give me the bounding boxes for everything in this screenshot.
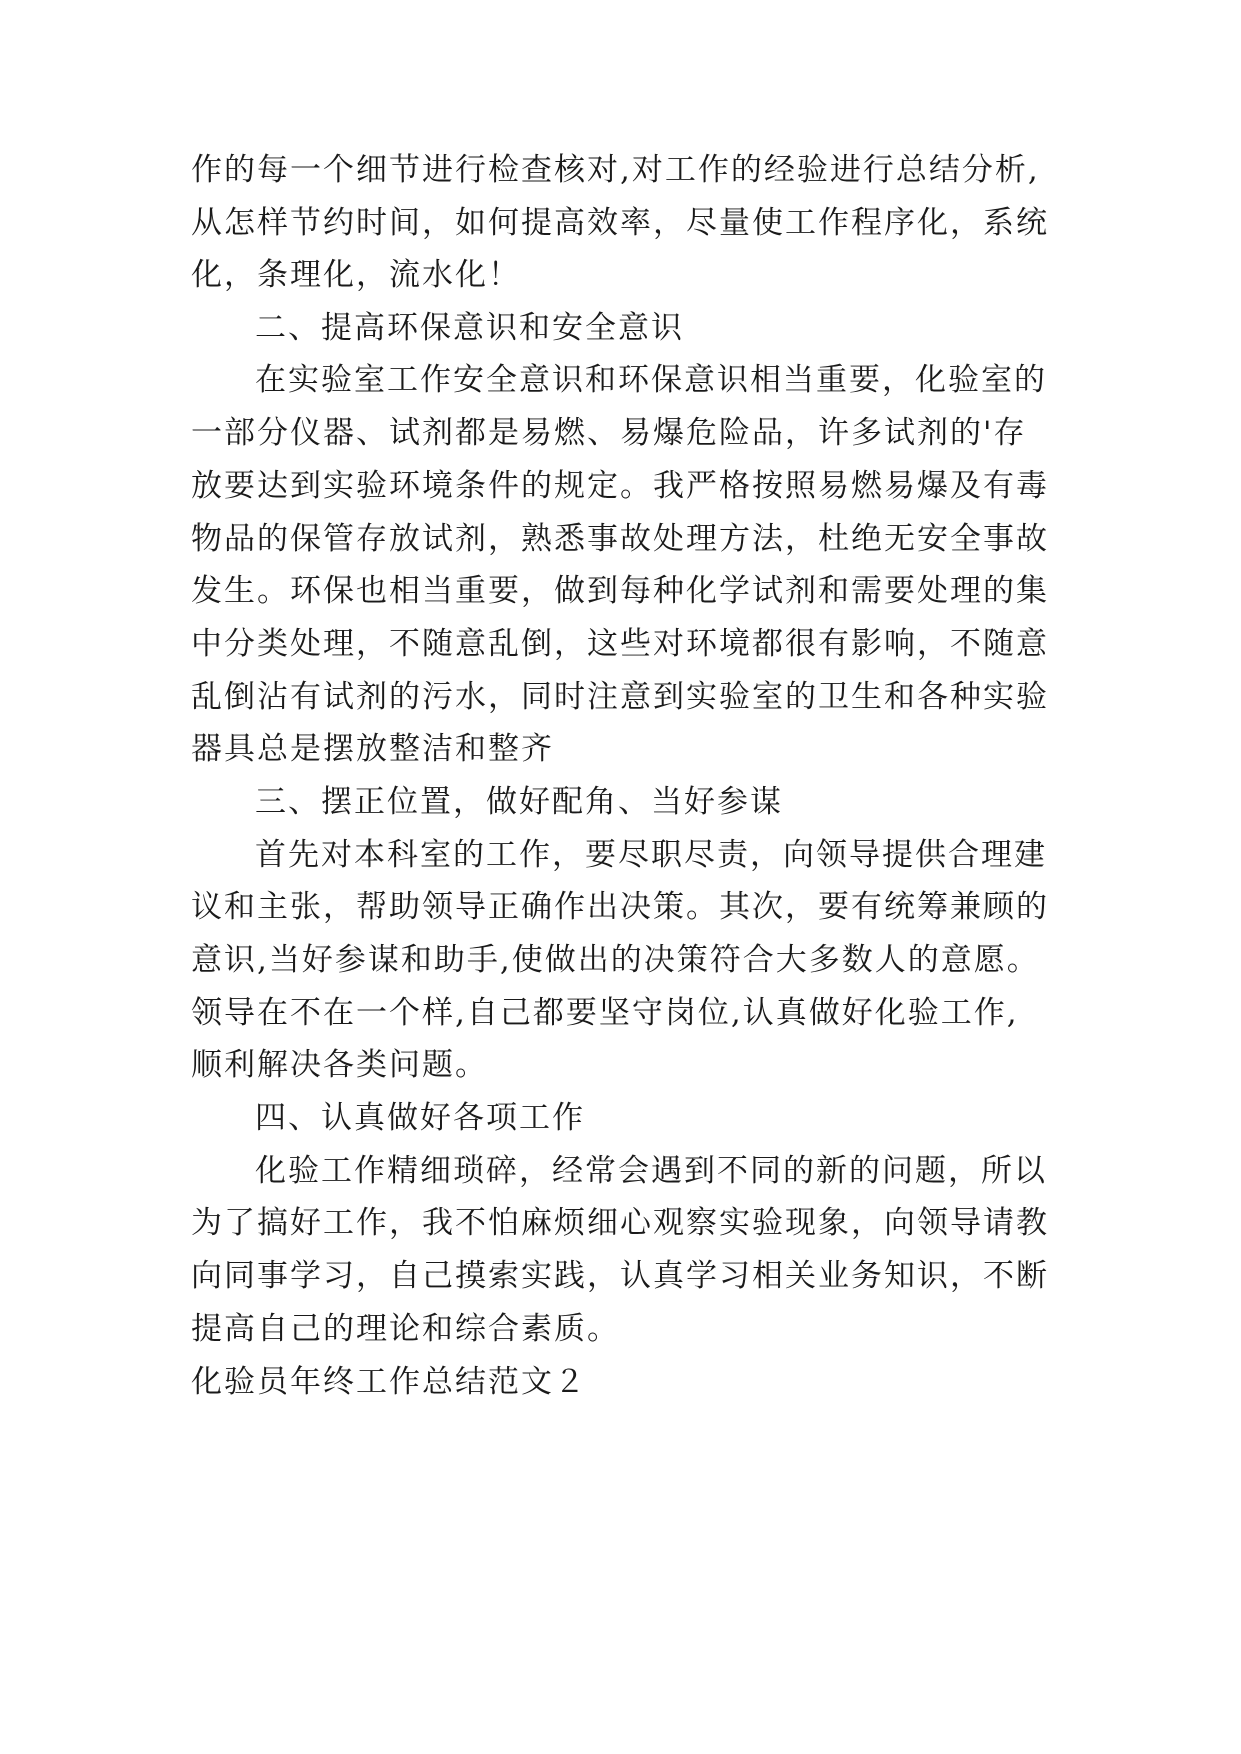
document-title: 化验员年终工作总结范文２: [191, 1364, 587, 1400]
paragraph-line: 顺利解决各类问题。: [191, 1047, 488, 1083]
paragraph-line: 向同事学习，自己摸索实践，认真学习相关业务知识，不断: [191, 1258, 1049, 1294]
paragraph-line: 器具总是摆放整洁和整齐: [191, 731, 554, 767]
paragraph-line: 乱倒沾有试剂的污水，同时注意到实验室的卫生和各种实验: [191, 679, 1049, 715]
section-heading-2: 二、提高环保意识和安全意识: [255, 310, 684, 346]
paragraph-line: 中分类处理，不随意乱倒，这些对环境都很有影响，不随意: [191, 626, 1049, 662]
paragraph-line: 物品的保管存放试剂，熟悉事故处理方法，杜绝无安全事故: [191, 521, 1049, 557]
paragraph-line: 作的每一个细节进行检查核对,对工作的经验进行总结分析,: [191, 152, 1040, 188]
paragraph-line: 发生。环保也相当重要，做到每种化学试剂和需要处理的集: [191, 573, 1049, 609]
paragraph-line: 从怎样节约时间，如何提高效率，尽量使工作程序化，系统: [191, 205, 1049, 241]
paragraph-line: 一部分仪器、试剂都是易燃、易爆危险品，许多试剂的'存: [191, 415, 1027, 451]
paragraph-line: 化验工作精细琐碎，经常会遇到不同的新的问题，所以: [255, 1153, 1047, 1189]
paragraph-line: 化，条理化，流水化！: [191, 257, 521, 293]
paragraph-line: 议和主张，帮助领导正确作出决策。其次，要有统筹兼顾的: [191, 889, 1049, 925]
paragraph-line: 在实验室工作安全意识和环保意识相当重要，化验室的: [255, 362, 1047, 398]
paragraph-line: 提高自己的理论和综合素质。: [191, 1311, 620, 1347]
paragraph-line: 为了搞好工作，我不怕麻烦细心观察实验现象，向领导请教: [191, 1205, 1049, 1241]
section-heading-4: 四、认真做好各项工作: [255, 1100, 585, 1136]
paragraph-line: 意识,当好参谋和助手,使做出的决策符合大多数人的意愿。: [191, 942, 1040, 978]
paragraph-line: 放要达到实验环境条件的规定。我严格按照易燃易爆及有毒: [191, 468, 1049, 504]
paragraph-line: 首先对本科室的工作，要尽职尽责，向领导提供合理建: [255, 837, 1047, 873]
section-heading-3: 三、摆正位置，做好配角、当好参谋: [255, 784, 783, 820]
paragraph-line: 领导在不在一个样,自己都要坚守岗位,认真做好化验工作,: [191, 995, 1019, 1031]
